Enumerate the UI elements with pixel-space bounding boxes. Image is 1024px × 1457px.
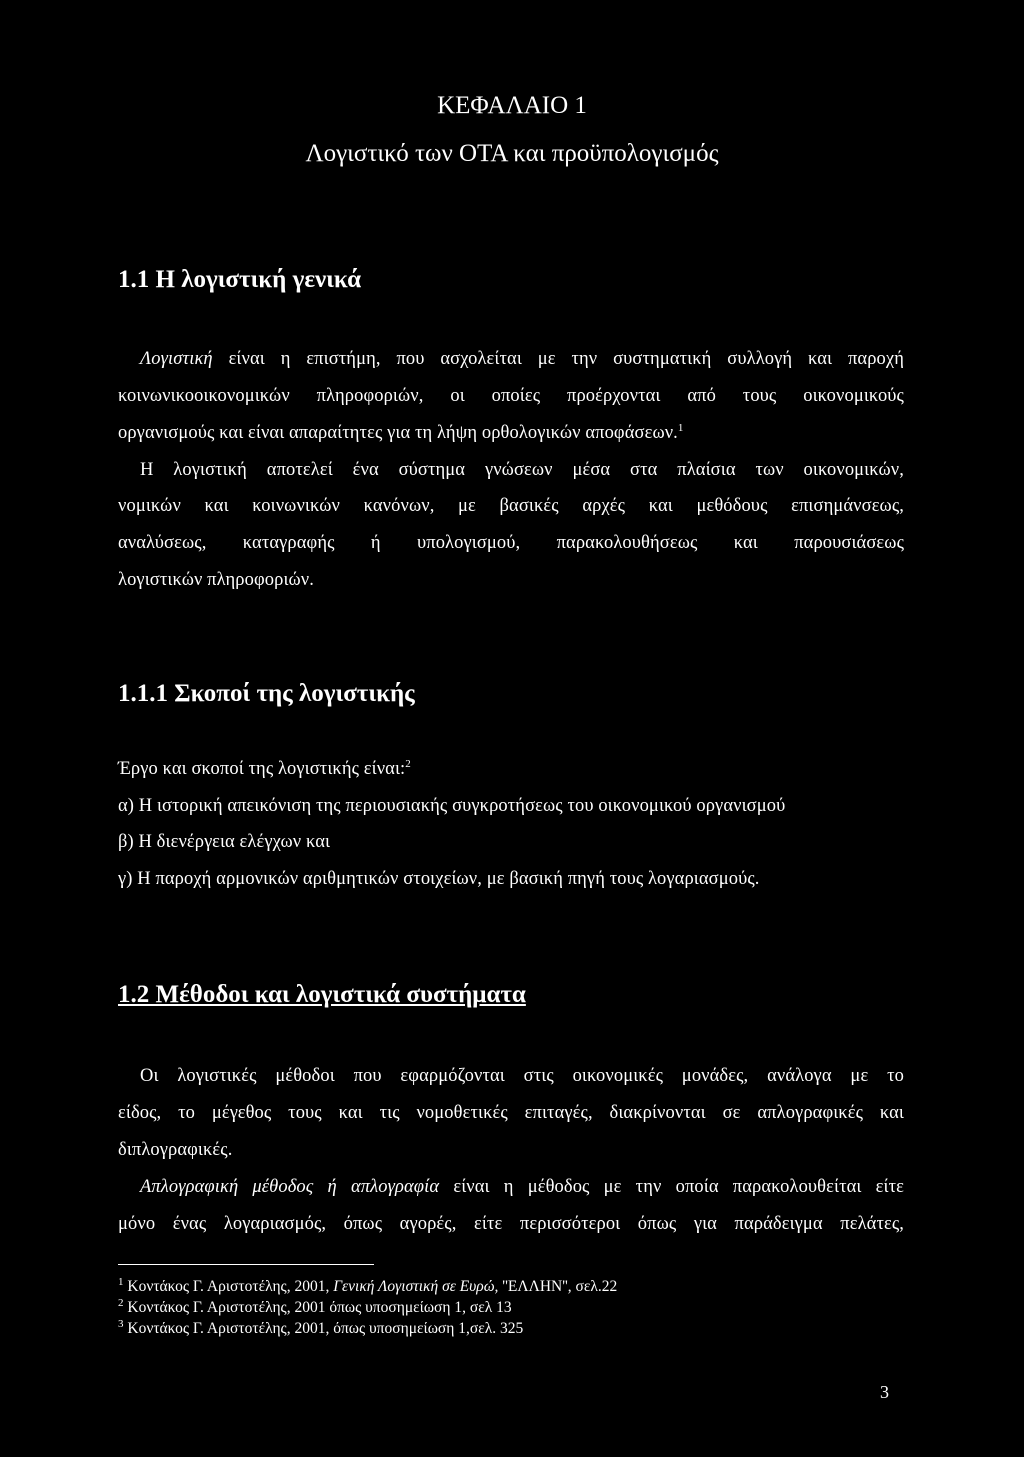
footnote: $^3$ Κοντάκος Γ. Αριστοτέλης, 2001, όπως υποσημείωση 1,σελ. 325 <box>118 1317 524 1337</box>
paragraph-line: διπλογραφικές. <box>118 1140 233 1160</box>
paragraph-line: μόνο ένας λογαριασμός, όπως αγορές, είτε περισσότεροι όπως για παράδειγμα πελάτες, <box>118 1214 904 1234</box>
paragraph-line: Η λογιστική αποτελεί ένα σύστημα γνώσεων μέσα στα πλαίσια των οικονομικών, <box>140 460 904 480</box>
goal-item: α) Η ιστορική απεικόνιση της περιουσιακής συγκροτήσεως του οικονομικού οργανισμού <box>118 796 786 816</box>
paragraph-line: αναλύσεως, καταγραφής ή υπολογισμού, παρακολουθήσεως και παρουσιάσεως <box>118 533 904 553</box>
section-heading-1-2: 1.2 Μέθοδοι και λογιστικά συστήματα <box>118 981 526 1008</box>
term-logistiki: Λογιστική <box>140 349 213 369</box>
term-aplografia: Απλογραφική μέθοδος ή απλογραφία <box>140 1177 440 1197</box>
goals-intro: Έργο και σκοποί της λογιστικής είναι:$^2$ <box>118 757 411 779</box>
goal-item: β) Η διενέργεια ελέγχων και <box>118 832 331 852</box>
paragraph-line: νομικών και κοινωνικών κανόνων, με βασικές αρχές και μεθόδους επισημάνσεως, <box>118 496 904 516</box>
footnote: $^1$ Κοντάκος Γ. Αριστοτέλης, 2001, Γενική Λογιστική σε Ευρώ, ''ΕΛΛΗΝ'', σελ.22 <box>118 1275 618 1295</box>
footnote: $^2$ Κοντάκος Γ. Αριστοτέλης, 2001 όπως υποσημείωση 1, σελ 13 <box>118 1296 512 1316</box>
paragraph-line: οργανισμούς και είναι απαραίτητες για τη λήψη ορθολογικών αποφάσεων.$^1$ <box>118 421 684 443</box>
section-heading-1-1-1: 1.1.1 Σκοποί της λογιστικής <box>118 680 415 707</box>
paragraph-line: είδος, το μέγεθος τους και τις νομοθετικές επιταγές, διακρίνονται σε απλογραφικές και <box>118 1103 904 1123</box>
paragraph-line: Οι λογιστικές μέθοδοι που εφαρμόζονται στις οικονομικές μονάδες, ανάλογα με το <box>140 1066 904 1086</box>
paragraph-line: Απλογραφική μέθοδος ή απλογραφία είναι η μέθοδος με την οποία παρακολουθείται είτε <box>140 1177 904 1197</box>
section-heading-1-1: 1.1 Η λογιστική γενικά <box>118 266 362 293</box>
footnote-ref: 2 <box>405 757 411 770</box>
footnote-ref: 1 <box>677 421 684 434</box>
page-number: 3 <box>880 1382 889 1402</box>
chapter-title: Λογιστικό των ΟΤΑ και προϋπολογισμός <box>305 140 719 167</box>
chapter-label: ΚΕΦΑΛΑΙΟ 1 <box>437 92 587 119</box>
paragraph-line: λογιστικών πληροφοριών. <box>118 570 314 590</box>
paragraph-line: κοινωνικοοικονομικών πληροφοριών, οι οποίες προέρχονται από τους οικονομικούς <box>118 386 904 406</box>
goal-item: γ) Η παροχή αρμονικών αριθμητικών στοιχείων, με βασική πηγή τους λογαριασμούς. <box>118 869 760 889</box>
footnote-separator <box>118 1264 374 1265</box>
paragraph-line: Λογιστική είναι η επιστήμη, που ασχολείται με την συστηματική συλλογή και παροχή <box>140 349 904 369</box>
